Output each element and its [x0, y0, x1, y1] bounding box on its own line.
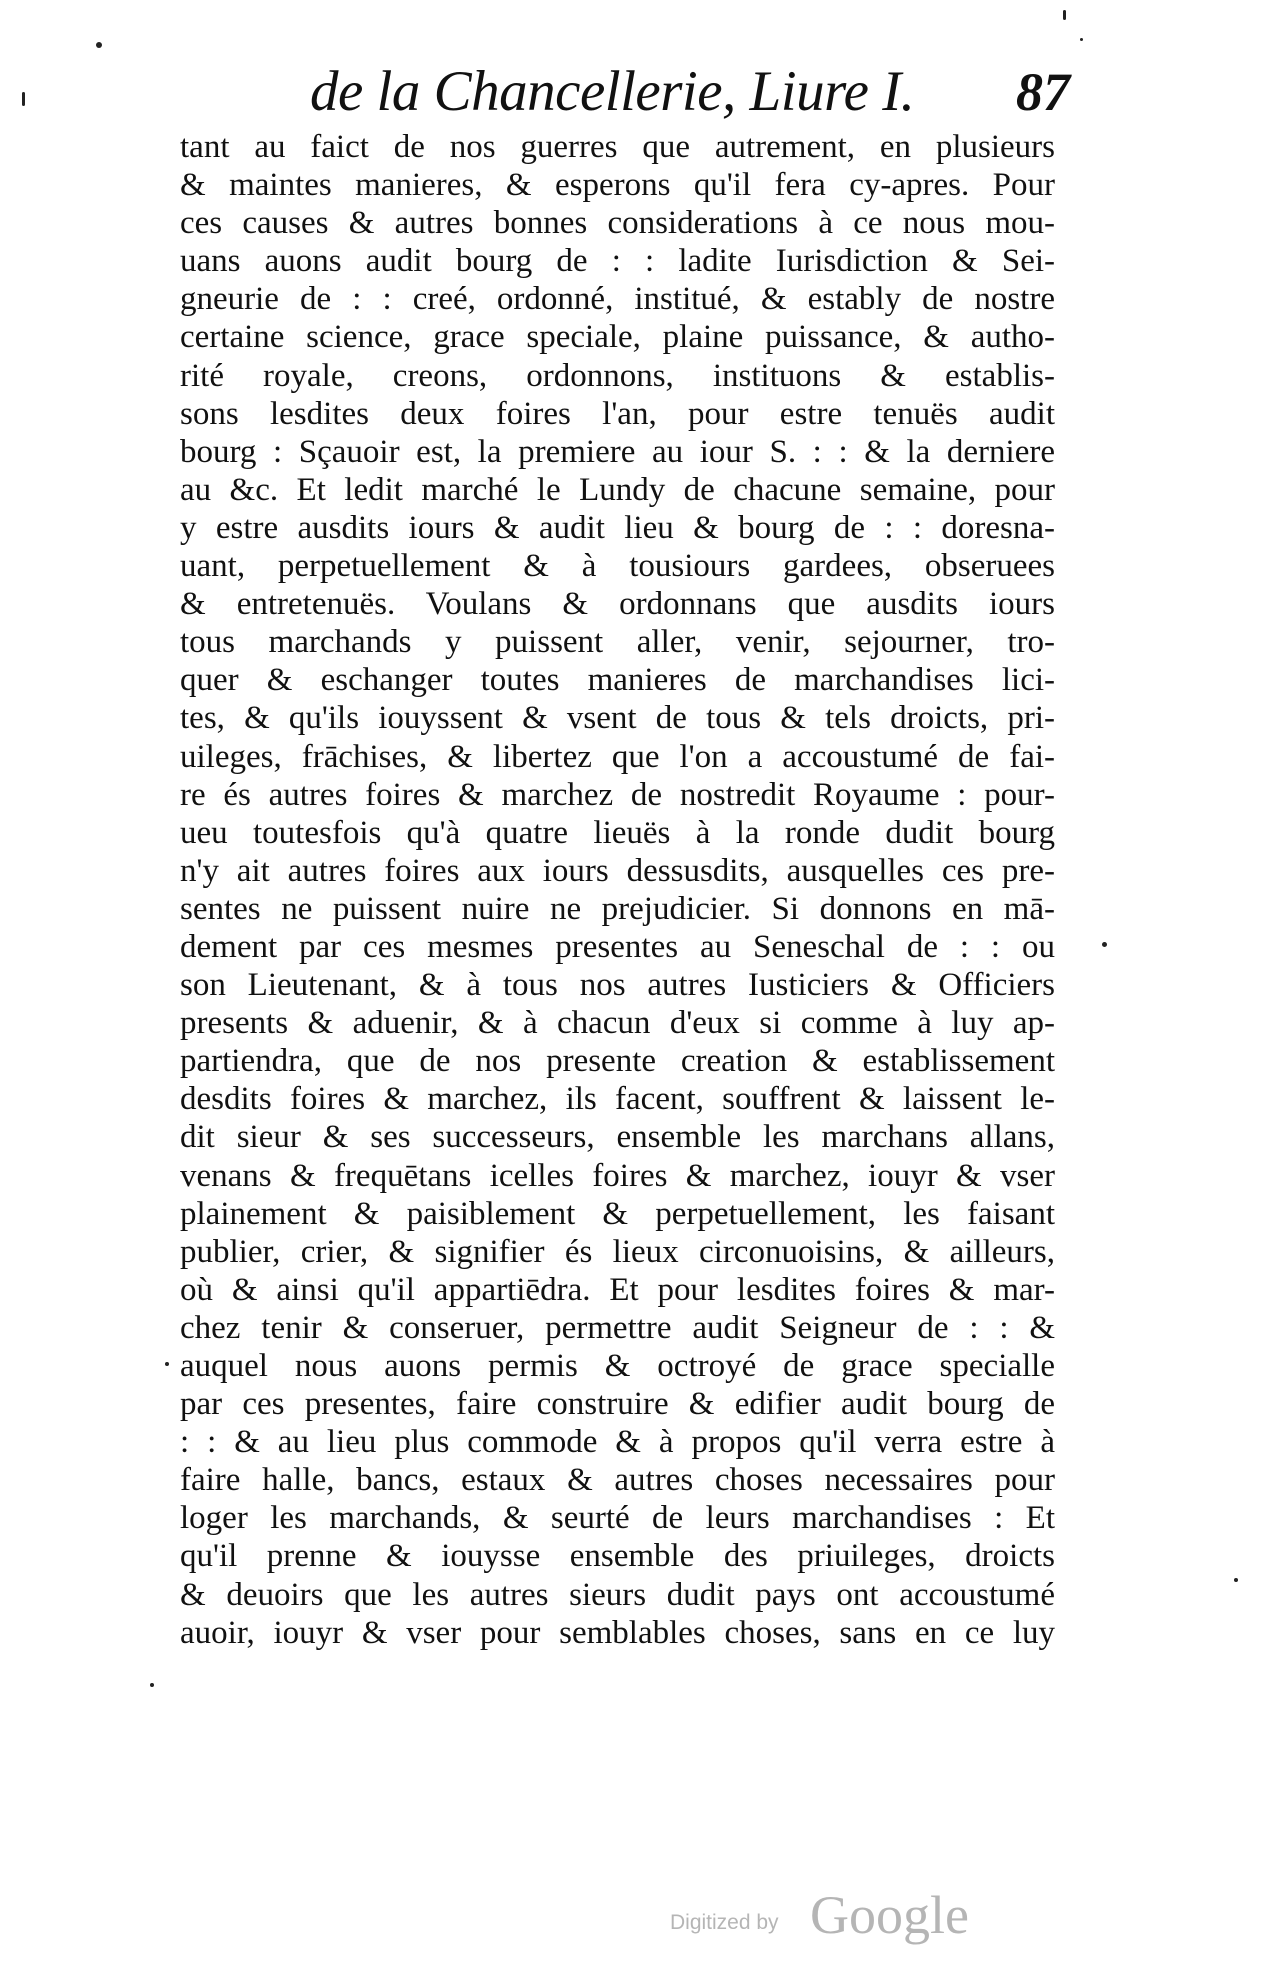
text-line: presents & aduenir, & à chacun d'eux si comme à luy ap- — [180, 1005, 1055, 1042]
text-line: tous marchands y puissent aller, venir, sejourner, tro- — [180, 624, 1055, 661]
ink-speck — [1080, 38, 1083, 41]
ink-speck — [1234, 1578, 1238, 1582]
text-line: gneurie de : : creé, ordonné, institué, & estably de nostre — [180, 281, 1055, 318]
text-line: au &c. Et ledit marché le Lundy de chacune semaine, pour — [180, 471, 1055, 508]
text-line: son Lieutenant, & à tous nos autres Iusticiers & Officiers — [180, 967, 1055, 1004]
text-line: loger les marchands, & seurté de leurs marchandises : Et — [180, 1500, 1055, 1537]
text-line: & entretenuës. Voulans & ordonnans que ausdits iours — [180, 586, 1055, 623]
text-line: uans auons audit bourg de : : ladite Iurisdiction & Sei- — [180, 243, 1055, 280]
text-line: sons lesdites deux foires l'an, pour estre tenuës audit — [180, 395, 1055, 432]
digitized-watermark — [670, 1875, 1010, 1945]
body-text — [180, 128, 1055, 1652]
text-line: : : & au lieu plus commode & à propos qu'il verra estre à — [180, 1424, 1055, 1461]
text-line: sentes ne puissent nuire ne prejudicier. Si donnons en mā- — [180, 890, 1055, 927]
text-line: y estre ausdits iours & audit lieu & bourg de : : doresna- — [180, 509, 1055, 546]
watermark-brand: Google — [810, 1885, 969, 1945]
text-line: quer & eschanger toutes manieres de marchandises lici- — [180, 662, 1055, 699]
text-line: desdits foires & marchez, ils facent, souffrent & laissent le- — [180, 1081, 1055, 1118]
ink-speck — [96, 42, 102, 48]
ink-speck — [1063, 10, 1066, 20]
text-line: & deuoirs que les autres sieurs dudit pays ont accoustumé — [180, 1576, 1055, 1613]
text-line: bourg : Sçauoir est, la premiere au iour S. : : & la derniere — [180, 433, 1055, 470]
text-line: uant, perpetuellement & à tousiours gardees, obseruees — [180, 548, 1055, 585]
text-line: certaine science, grace speciale, plaine puissance, & autho- — [180, 319, 1055, 356]
text-line: tes, & qu'ils iouyssent & vsent de tous & tels droicts, pri- — [180, 700, 1055, 737]
text-line: faire halle, bancs, estaux & autres choses necessaires pour — [180, 1462, 1055, 1499]
text-line: re és autres foires & marchez de nostredit Royaume : pour- — [180, 776, 1055, 813]
ink-speck — [150, 1683, 154, 1687]
page-number: 87 — [1016, 62, 1070, 122]
watermark-prefix: Digitized by — [670, 1911, 779, 1934]
text-line: par ces presentes, faire construire & edifier audit bourg de — [180, 1386, 1055, 1423]
page-header — [310, 52, 1070, 132]
text-line: où & ainsi qu'il appartiēdra. Et pour lesdites foires & mar- — [180, 1271, 1055, 1308]
text-line: plainement & paisiblement & perpetuellement, les faisant — [180, 1195, 1055, 1232]
text-line: tant au faict de nos guerres que autrement, en plusieurs — [180, 129, 1055, 165]
text-line: uileges, frāchises, & libertez que l'on a accoustumé de fai- — [180, 738, 1055, 775]
text-line: dit sieur & ses successeurs, ensemble les marchans allans, — [180, 1119, 1055, 1156]
ink-speck — [1102, 942, 1107, 947]
ink-speck — [22, 92, 25, 106]
text-line: auoir, iouyr & vser pour semblables choses, sans en ce luy — [180, 1614, 1055, 1651]
text-line: partiendra, que de nos presente creation & establissement — [180, 1043, 1055, 1080]
text-line: rité royale, creons, ordonnons, instituons & establis- — [180, 357, 1055, 394]
text-line: qu'il prenne & iouysse ensemble des priuileges, droicts — [180, 1538, 1055, 1575]
text-line: ueu toutesfois qu'à quatre lieuës à la ronde dudit bourg — [180, 814, 1055, 851]
text-line: auquel nous auons permis & octroyé de grace specialle — [180, 1348, 1055, 1384]
running-head: de la Chancellerie, Liure I. — [310, 60, 915, 123]
text-line: venans & frequētans icelles foires & marchez, iouyr & vser — [180, 1157, 1055, 1194]
text-line: dement par ces mesmes presentes au Seneschal de : : ou — [180, 928, 1055, 965]
text-line: chez tenir & conseruer, permettre audit Seigneur de : : & — [180, 1309, 1055, 1346]
ink-speck — [165, 1362, 169, 1366]
text-line: & maintes manieres, & esperons qu'il fera cy-apres. Pour — [180, 167, 1055, 204]
text-line: publier, crier, & signifier és lieux circonuoisins, & ailleurs, — [180, 1233, 1055, 1270]
text-line: ces causes & autres bonnes considerations à ce nous mou- — [180, 205, 1055, 242]
text-line: n'y ait autres foires aux iours dessusdits, ausquelles ces pre- — [180, 852, 1055, 889]
